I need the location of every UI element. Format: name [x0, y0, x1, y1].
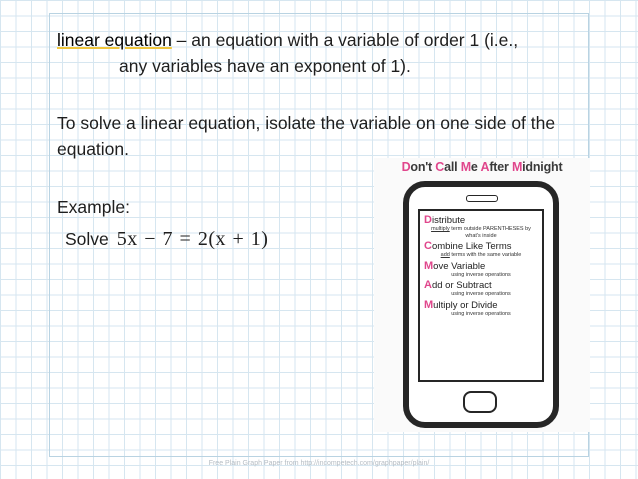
poster-title-word: fter: [489, 160, 512, 174]
step-note: [424, 291, 538, 298]
phone-drawing: [403, 181, 559, 428]
poster-title-word: all: [444, 160, 461, 174]
step-note-underlined: add: [440, 252, 450, 258]
step-note: [424, 272, 538, 279]
step-note-text: using inverse operations: [451, 271, 511, 278]
mnemonic-poster-image: [374, 158, 590, 432]
step-heading: [424, 280, 538, 291]
definition-rest: – an equation with a variable of order 1 (i.e.,: [171, 30, 519, 50]
poster-title: [374, 160, 590, 174]
solve-row: [65, 228, 268, 251]
step-note: [424, 311, 538, 318]
step-word: dd or Subtract: [431, 280, 492, 291]
step-note-underlined: multiply: [431, 226, 450, 232]
step-initial: M: [424, 259, 434, 272]
step-initial: M: [424, 298, 434, 311]
step-note: [424, 226, 538, 239]
step-note-text: using inverse operations: [451, 291, 511, 297]
poster-title-letter: D: [401, 160, 411, 174]
solve-label: Solve: [65, 229, 109, 249]
step-note-text: terms with the same variable: [449, 252, 522, 258]
step-initial: A: [424, 279, 432, 291]
poster-title-letter: A: [480, 160, 490, 174]
step-note: [424, 252, 538, 259]
step-initial: D: [424, 214, 432, 226]
definition-term: linear equation: [57, 30, 172, 50]
example-label: Example:: [57, 197, 130, 217]
strategy-text: To solve a linear equation, isolate the variable on one side of the equation.: [57, 113, 556, 159]
poster-title-word: on't: [410, 160, 436, 174]
poster-title-word: idnight: [522, 160, 563, 174]
poster-title-letter: C: [435, 160, 445, 174]
step-word: ultiply or Divide: [433, 299, 498, 311]
definition-line2: any variables have an exponent of 1).: [119, 56, 411, 76]
poster-title-letter: M: [511, 160, 523, 174]
phone-screen: [418, 209, 544, 382]
poster-title-word: e: [470, 160, 481, 174]
equation: 5x − 7 = 2(x + 1): [116, 228, 269, 250]
step-note-text: using inverse operations: [451, 310, 511, 317]
step-word: ove Variable: [433, 260, 486, 272]
step-heading: [424, 300, 538, 311]
step-note-text: term outside PARENTHESES by what's inside: [449, 226, 531, 239]
poster-title-letter: M: [460, 160, 471, 174]
definition-text: [57, 27, 587, 79]
step-heading: [424, 261, 538, 272]
step-heading: [424, 215, 538, 226]
graph-paper-credit: Free Plain Graph Paper from http://incompetech.com/graphpaper/plain/: [208, 460, 430, 467]
step-word: istribute: [431, 215, 466, 226]
step-heading: [424, 241, 538, 252]
phone-home-button: [463, 391, 497, 413]
phone-speaker: [466, 195, 498, 202]
step-initial: C: [424, 240, 432, 252]
step-word: ombine Like Terms: [431, 241, 512, 252]
